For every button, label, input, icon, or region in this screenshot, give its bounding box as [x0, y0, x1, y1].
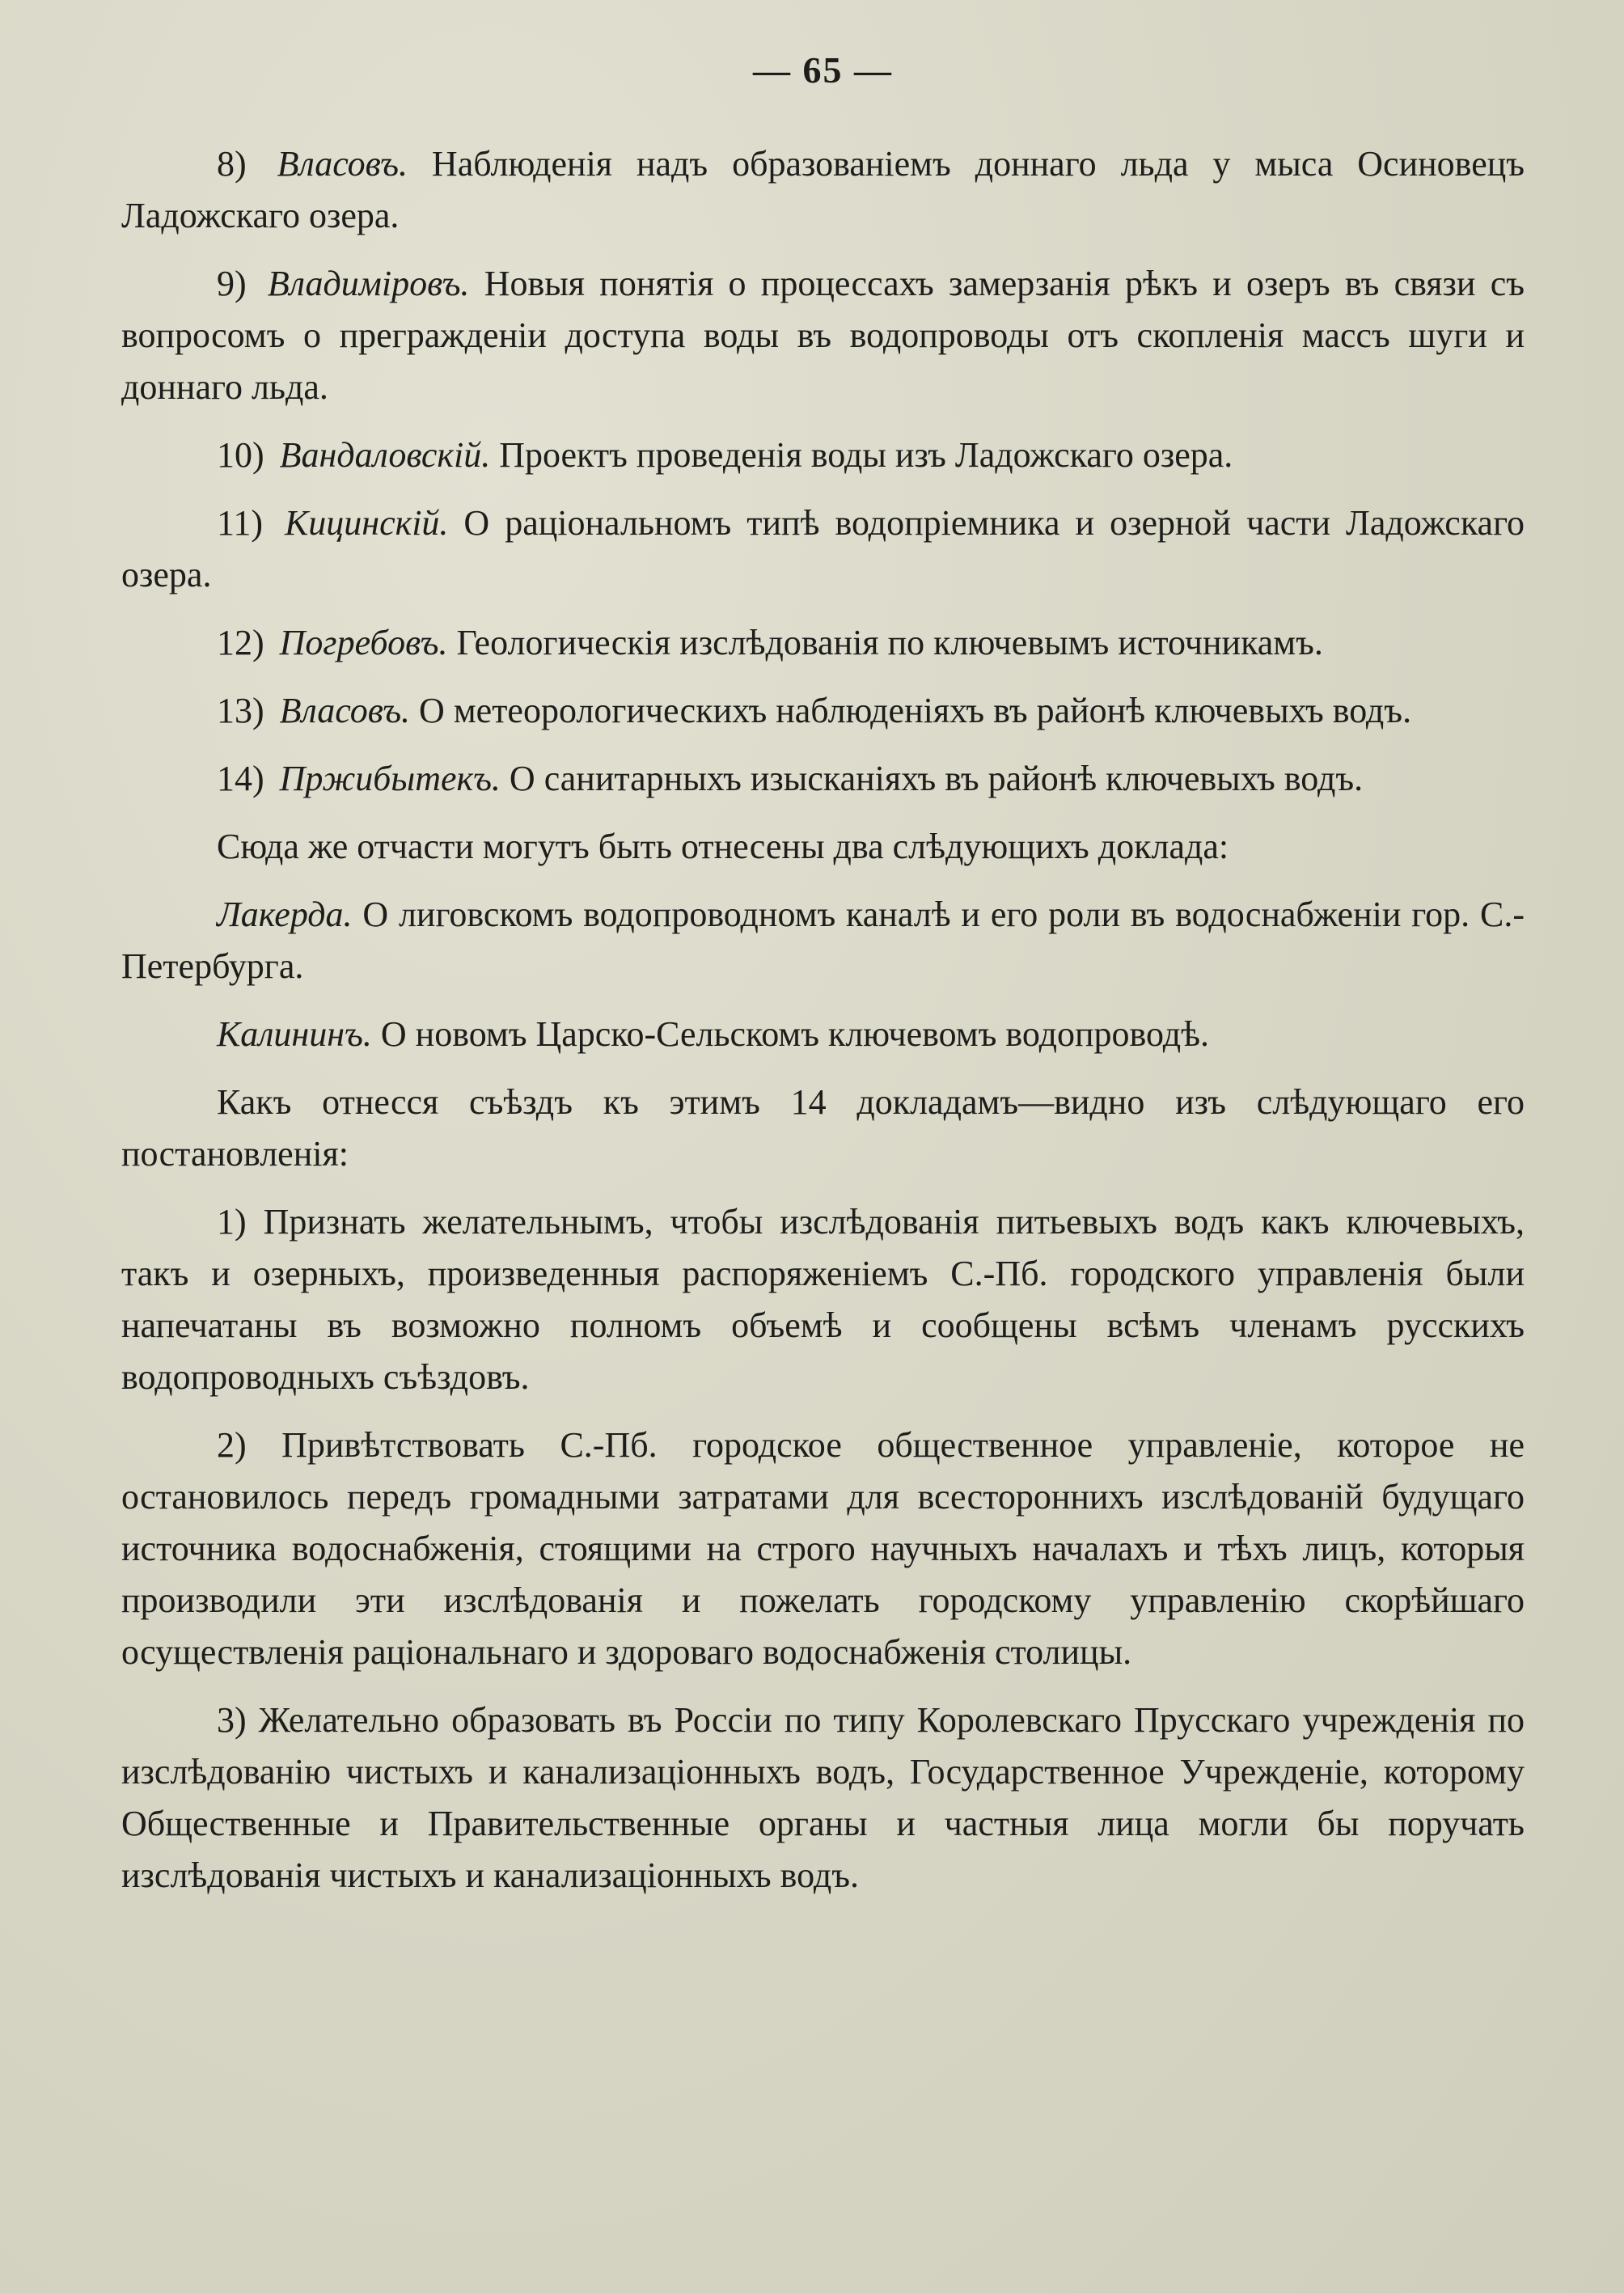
report-item-10	[121, 429, 1525, 481]
report-author: Погребовъ.	[279, 623, 448, 662]
report-title: Геологическія изслѣдованія по ключевымъ источникамъ.	[456, 623, 1323, 662]
report-item-14	[121, 753, 1525, 805]
report-author: Владиміровъ.	[267, 264, 470, 303]
report-number: 13)	[217, 691, 264, 730]
report-number: 14)	[217, 759, 264, 798]
document-page	[121, 49, 1525, 1918]
resolution-item-3: 3) Желательно образовать въ Россіи по типу Королевскаго Прусскаго учрежденія по изслѣдованію чистыхъ и канализаціонныхъ водъ, Государственное Учрежденіе, которому Общественные и Правительственные органы и частныя лица могли бы поручать изслѣдованія чистыхъ и канализаціонныхъ водъ.	[121, 1700, 1525, 1895]
report-title: О раціональномъ типѣ водопріемника и озерной части Ладожскаго озера.	[121, 503, 1525, 594]
report-number: 10)	[217, 435, 264, 475]
report-title: О новомъ Царско-Сельскомъ ключевомъ водопроводѣ.	[380, 1014, 1210, 1054]
report-author: Пржибытекъ.	[279, 759, 501, 798]
report-title: О санитарныхъ изысканіяхъ въ районѣ ключевыхъ водъ.	[509, 759, 1364, 798]
additional-report-1	[121, 889, 1525, 992]
page-number: — 65 —	[753, 49, 893, 91]
report-author: Калининъ.	[217, 1014, 372, 1054]
report-author: Кицинскій.	[285, 503, 449, 543]
report-item-11	[121, 497, 1525, 601]
resolution-intro: Какъ отнесся съѣздъ къ этимъ 14 докладамъ—видно изъ слѣдующаго его постановленія:	[121, 1082, 1525, 1174]
report-number: 8)	[217, 144, 247, 184]
report-title: Проектъ проведенія воды изъ Ладожскаго озера.	[499, 435, 1233, 475]
report-number: 9)	[217, 264, 247, 303]
report-title: Наблюденія надъ образованіемъ доннаго льда у мыса Осиновецъ Ладожскаго озера.	[121, 144, 1525, 235]
report-item-12	[121, 617, 1525, 669]
report-item-9	[121, 258, 1525, 413]
report-number: 12)	[217, 623, 264, 662]
report-item-8	[121, 138, 1525, 242]
resolution-item-2: 2) Привѣтствовать С.-Пб. городское общественное управленіе, которое не остановилось передъ громадными затратами для всестороннихъ изслѣдованій будущаго источника водоснабженія, стоящими на строго научныхъ началахъ и тѣхъ лицъ, которыя производили эти изслѣдованія и пожелать городскому управленію скорѣйшаго осуществленія раціональнаго и здороваго водоснабженія столицы.	[121, 1425, 1525, 1672]
report-title: Новыя понятія о процессахъ замерзанія рѣкъ и озеръ въ связи съ вопросомъ о прегражденіи доступа воды въ водопроводы отъ скопленія массъ шуги и доннаго льда.	[121, 264, 1525, 407]
report-number: 11)	[217, 503, 264, 543]
additional-report-2	[121, 1009, 1525, 1060]
report-title: О лиговскомъ водопроводномъ каналѣ и его роли въ водоснабженіи гор. С.-Петербурга.	[121, 895, 1525, 986]
report-author: Лакерда.	[217, 895, 353, 934]
report-author: Власовъ.	[279, 691, 411, 730]
report-author: Власовъ.	[277, 144, 408, 184]
additional-intro: Сюда же отчасти могутъ быть отнесены два слѣдующихъ доклада:	[217, 827, 1229, 866]
resolution-item-1: 1) Признать желательнымъ, чтобы изслѣдованія питьевыхъ водъ какъ ключевыхъ, такъ и озерныхъ, произведенныя распоряженіемъ С.-Пб. городского управленія были напечатаны въ возможно полномъ объемѣ и сообщены всѣмъ членамъ русскихъ водопроводныхъ съѣздовъ.	[121, 1202, 1525, 1397]
report-title: О метеорологическихъ наблюденіяхъ въ районѣ ключевыхъ водъ.	[419, 691, 1412, 730]
report-item-13	[121, 685, 1525, 737]
report-author: Вандаловскій.	[279, 435, 491, 475]
